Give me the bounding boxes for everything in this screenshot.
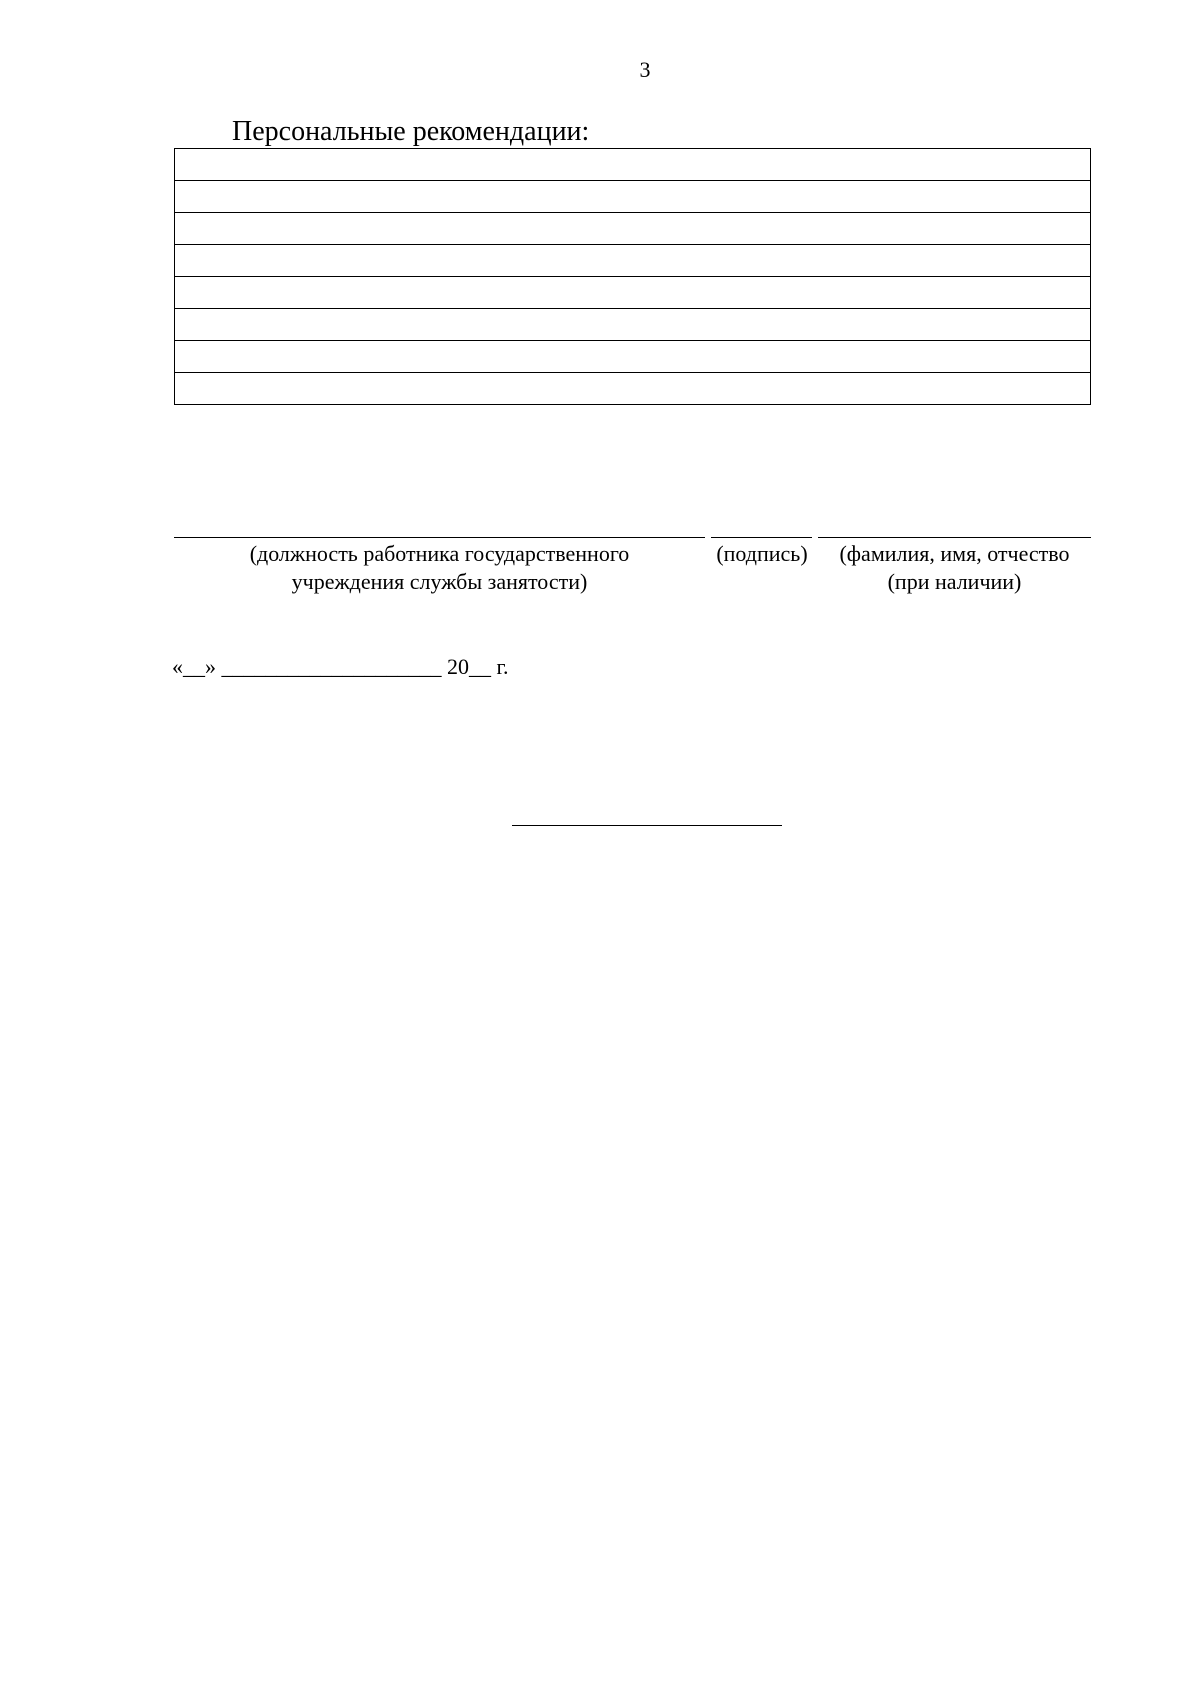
recommendation-row bbox=[175, 373, 1091, 405]
recommendation-row bbox=[175, 149, 1091, 181]
recommendation-cell[interactable] bbox=[175, 309, 1091, 341]
recommendation-row bbox=[175, 181, 1091, 213]
recommendation-row bbox=[175, 245, 1091, 277]
recommendation-row bbox=[175, 309, 1091, 341]
signature-caption bbox=[707, 540, 817, 568]
end-rule bbox=[512, 825, 782, 826]
name-signature-line bbox=[818, 537, 1091, 538]
date-line: «__» ____________________ 20__ г. bbox=[172, 654, 509, 679]
page-number: 3 bbox=[639, 57, 651, 82]
recommendation-cell[interactable] bbox=[175, 373, 1091, 405]
name-caption-line1: (фамилия, имя, отчество bbox=[839, 541, 1070, 566]
recommendation-cell[interactable] bbox=[175, 181, 1091, 213]
position-signature-line bbox=[174, 537, 705, 538]
position-caption-line2: учреждения службы занятости) bbox=[291, 569, 588, 594]
recommendation-cell[interactable] bbox=[175, 341, 1091, 373]
recommendation-row bbox=[175, 277, 1091, 309]
recommendation-cell[interactable] bbox=[175, 213, 1091, 245]
recommendation-row bbox=[175, 213, 1091, 245]
recommendation-cell[interactable] bbox=[175, 245, 1091, 277]
recommendations-table bbox=[174, 148, 1091, 405]
recommendations-heading: Персональные рекомендации: bbox=[232, 116, 590, 147]
position-caption bbox=[174, 540, 705, 596]
recommendation-cell[interactable] bbox=[175, 277, 1091, 309]
name-caption bbox=[818, 540, 1091, 596]
signature-caption-text: (подпись) bbox=[716, 541, 808, 566]
recommendations-table-body bbox=[175, 149, 1091, 405]
name-caption-line2: (при наличии) bbox=[887, 569, 1022, 594]
recommendation-row bbox=[175, 341, 1091, 373]
recommendation-cell[interactable] bbox=[175, 149, 1091, 181]
signature-line bbox=[711, 537, 812, 538]
position-caption-line1: (должность работника государственного bbox=[249, 541, 630, 566]
